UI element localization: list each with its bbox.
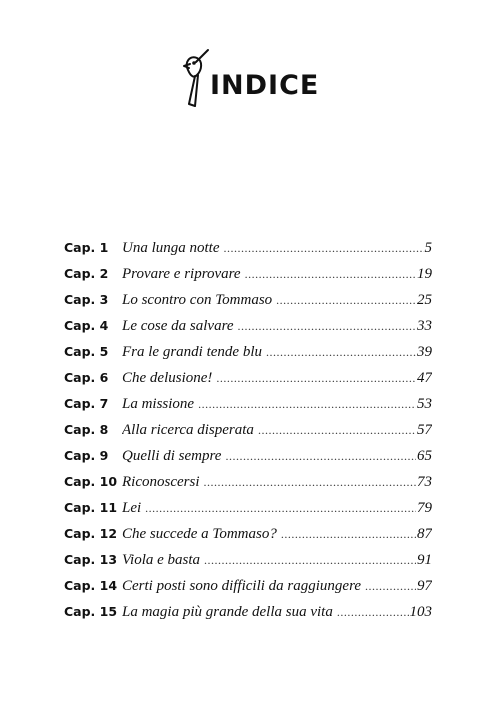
chapter-entry — [122, 339, 432, 365]
dot-leader — [276, 287, 416, 313]
chapter-page-number: 57 — [417, 422, 432, 438]
chapter-label: Cap. 2 — [64, 266, 109, 281]
toc-row — [64, 599, 436, 625]
chapter-page-number: 103 — [409, 604, 432, 620]
dot-leader — [258, 417, 416, 443]
chapter-page-number: 33 — [417, 318, 432, 334]
chapter-title: Quelli di sempre — [122, 448, 222, 464]
chapter-entry — [122, 443, 432, 469]
chapter-title: Che succede a Tommaso? — [122, 526, 277, 542]
chapter-page-number: 47 — [417, 370, 432, 386]
dot-leader — [337, 599, 409, 625]
chapter-page-number: 5 — [424, 240, 432, 256]
toc-row — [64, 495, 436, 521]
toc-row — [64, 469, 436, 495]
chapter-title: Riconoscersi — [122, 474, 200, 490]
table-of-contents — [64, 235, 436, 625]
toc-row — [64, 313, 436, 339]
chapter-page-number: 53 — [417, 396, 432, 412]
chapter-entry — [122, 365, 432, 391]
chapter-label: Cap. 12 — [64, 526, 118, 541]
chapter-title: Certi posti sono difficili da raggiungere — [122, 578, 362, 594]
dot-leader — [245, 261, 416, 287]
chapter-label: Cap. 4 — [64, 318, 109, 333]
toc-row — [64, 547, 436, 573]
chapter-entry — [122, 547, 432, 573]
chapter-label: Cap. 6 — [64, 370, 109, 385]
chapter-entry — [122, 521, 432, 547]
index-header — [176, 46, 320, 108]
chapter-entry — [122, 235, 432, 261]
chapter-entry — [122, 573, 432, 599]
dot-leader — [198, 391, 416, 417]
chapter-label: Cap. 5 — [64, 344, 109, 359]
chapter-label: Cap. 13 — [64, 552, 118, 567]
chapter-title: Fra le grandi tende blu — [122, 344, 262, 360]
chapter-entry — [122, 417, 432, 443]
chapter-title: Che delusione! — [122, 370, 213, 386]
chapter-page-number: 65 — [417, 448, 432, 464]
dot-leader — [216, 365, 416, 391]
chapter-entry — [122, 261, 432, 287]
dot-leader — [225, 443, 416, 469]
chapter-label: Cap. 3 — [64, 292, 109, 307]
chapter-title: La magia più grande della sua vita — [122, 604, 333, 620]
dot-leader — [365, 573, 416, 599]
chapter-label: Cap. 10 — [64, 474, 118, 489]
chapter-title: Alla ricerca disperata — [122, 422, 254, 438]
chapter-title: La missione — [122, 396, 195, 412]
toc-row — [64, 417, 436, 443]
toc-row — [64, 339, 436, 365]
chapter-entry — [122, 469, 432, 495]
chapter-entry — [122, 287, 432, 313]
chapter-page-number: 73 — [417, 474, 432, 490]
chapter-page-number: 79 — [417, 500, 432, 516]
dot-leader — [145, 495, 416, 521]
toc-row — [64, 261, 436, 287]
dot-leader — [203, 469, 416, 495]
chapter-entry — [122, 495, 432, 521]
dot-leader — [281, 521, 416, 547]
toc-row — [64, 365, 436, 391]
chapter-page-number: 87 — [417, 526, 432, 542]
chapter-title: Lei — [122, 500, 142, 516]
chapter-title: Viola e basta — [122, 552, 201, 568]
chapter-label: Cap. 7 — [64, 396, 109, 411]
dot-leader — [238, 313, 416, 339]
toc-row — [64, 443, 436, 469]
toc-row — [64, 573, 436, 599]
toc-row — [64, 391, 436, 417]
chapter-title: Provare e riprovare — [122, 266, 241, 282]
chapter-label: Cap. 14 — [64, 578, 118, 593]
chapter-entry — [122, 313, 432, 339]
dot-leader — [204, 547, 416, 573]
toc-row — [64, 521, 436, 547]
chapter-label: Cap. 8 — [64, 422, 109, 437]
chapter-entry — [122, 391, 432, 417]
toc-row — [64, 235, 436, 261]
dot-leader — [224, 235, 424, 261]
chapter-label: Cap. 11 — [64, 500, 118, 515]
chapter-page-number: 91 — [417, 552, 432, 568]
chapter-label: Cap. 9 — [64, 448, 109, 463]
toc-row — [64, 287, 436, 313]
chapter-label: Cap. 1 — [64, 240, 109, 255]
chapter-title: Una lunga notte — [122, 240, 220, 256]
chapter-title: Le cose da salvare — [122, 318, 234, 334]
bird-icon — [176, 46, 212, 108]
chapter-page-number: 25 — [417, 292, 432, 308]
chapter-page-number: 39 — [417, 344, 432, 360]
chapter-title: Lo scontro con Tommaso — [122, 292, 273, 308]
chapter-page-number: 19 — [417, 266, 432, 282]
chapter-label: Cap. 15 — [64, 604, 118, 619]
chapter-page-number: 97 — [417, 578, 432, 594]
chapter-entry — [122, 599, 432, 625]
page-title: INDICE — [210, 70, 320, 101]
dot-leader — [266, 339, 416, 365]
